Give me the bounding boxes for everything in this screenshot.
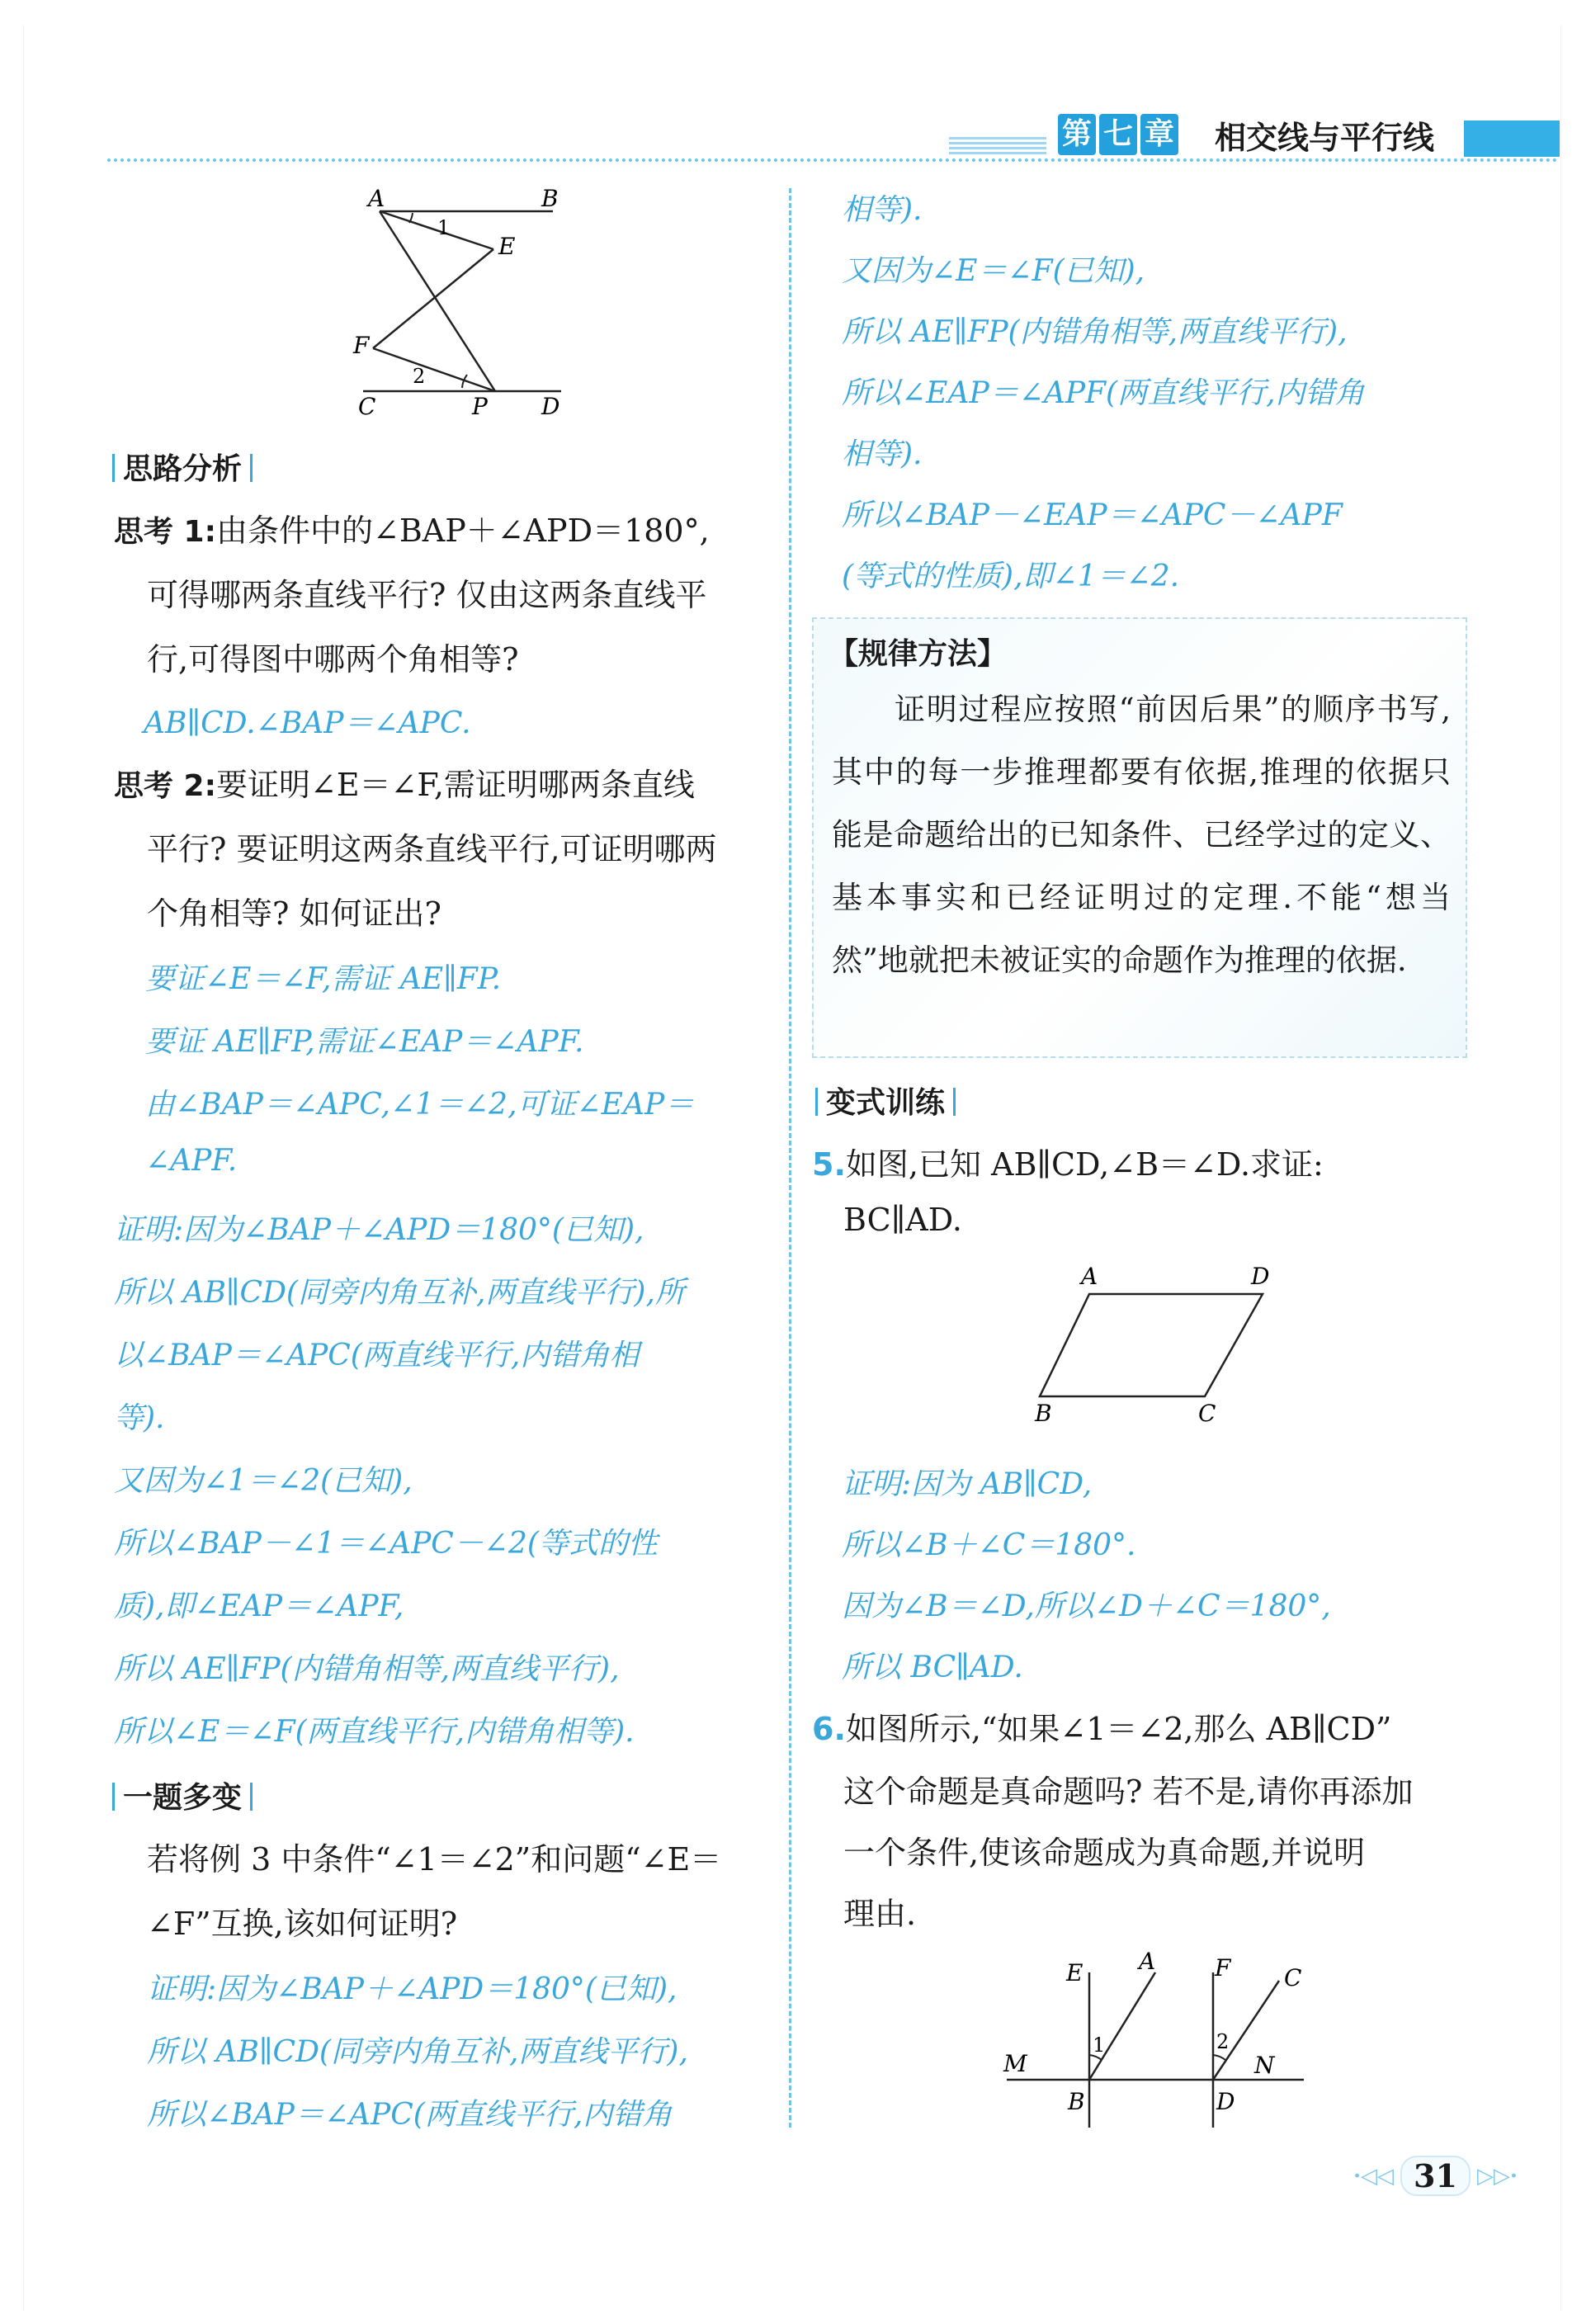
page-number-value: 31 [1400,2156,1471,2196]
page-number [1353,2156,1518,2196]
q6-line2: 这个命题是真命题吗? 若不是,请你再添加 [843,1774,1414,1810]
figure-1-diagram [347,183,578,423]
fig1-label-D: D [541,393,560,420]
variant-answer-2: 所以 AB∥CD(同旁内角互补,两直线平行), [147,2035,688,2069]
proof-line-1: 证明:因为∠BAP＋∠APD＝180°(已知), [114,1213,644,1247]
proof-line-2: 所以 AB∥CD(同旁内角互补,两直线平行),所 [114,1276,685,1310]
proof-line-9: 所以∠E＝∠F(两直线平行,内错角相等). [114,1715,635,1749]
variant-answer-3: 所以∠BAP＝∠APC(两直线平行,内错角 [147,2098,673,2132]
q5-answer-3: 因为∠B＝∠D,所以∠D＋∠C＝180°, [842,1589,1331,1623]
chapter-char-3: 章 [1140,114,1178,155]
fig3-label-A: A [1139,1948,1156,1975]
chapter-badge [1058,114,1178,157]
fig3-label-E: E [1066,1959,1083,1986]
fig3-label-C: C [1284,1964,1302,1991]
fig1-label-F: F [353,332,370,359]
fig2-label-C: C [1198,1400,1216,1427]
cont-answer-6: 所以∠BAP－∠EAP＝∠APC－∠APF [842,498,1343,532]
think1-line3: 行,可得图中哪两个角相等? [147,641,519,678]
fig1-label-P: P [472,393,488,420]
page-number-left-dots: ·◁◁ [1353,2163,1395,2189]
cont-answer-2: 又因为∠E＝∠F(已知), [842,254,1145,288]
q5-line1: 5.如图,已知 AB∥CD,∠B＝∠D.求证: [812,1146,1324,1183]
header-bar [1464,120,1560,157]
chapter-char-1: 第 [1058,114,1096,155]
proof-line-8: 所以 AE∥FP(内错角相等,两直线平行), [114,1652,620,1686]
cont-answer-5: 相等). [842,437,923,471]
think1-line2: 可得哪两条直线平行? 仅由这两条直线平 [147,577,707,613]
column-divider [789,188,791,2128]
think1-answer: AB∥CD.∠BAP＝∠APC. [144,706,471,740]
fig1-label-A: A [368,185,385,212]
analysis-answer-2: 要证 AE∥FP,需证∠EAP＝∠APF. [145,1025,584,1059]
q6-line4: 理由. [843,1896,917,1932]
fig2-label-B: B [1035,1400,1052,1427]
think2-line3: 个角相等? 如何证出? [147,895,441,932]
q5-answer-4: 所以 BC∥AD. [842,1651,1023,1684]
figure-3-diagram [990,1939,1320,2129]
q5-answer-2: 所以∠B＋∠C＝180°. [842,1528,1136,1562]
method-title: 【规律方法】 [829,637,1008,671]
fig2-label-A: A [1081,1263,1098,1290]
analysis-heading: 思路分析 [112,446,253,488]
variant-line1: 若将例 3 中条件“∠1＝∠2”和问题“∠E＝ [147,1841,722,1878]
method-text: 证明过程应按照“前因后果”的顺序书写,其中的每一步推理都要有依据,推理的依据只能是命题给出的已知条件、已经学过的定义、基本事实和已经证明过的定理.不能“想当然”地就把未被证实的命题作为推理的依据. [832,692,1451,978]
fig3-label-D: D [1216,2088,1235,2115]
q5-line2: BC∥AD. [843,1202,962,1238]
proof-line-5: 又因为∠1＝∠2(已知), [114,1464,413,1498]
chapter-title: 相交线与平行线 [1215,120,1435,156]
variant-heading: 一题多变 [112,1774,253,1816]
method-box [812,617,1467,1058]
training-heading: 变式训练 [815,1079,956,1122]
fig3-label-F: F [1215,1954,1231,1982]
proof-line-6: 所以∠BAP－∠1＝∠APC－∠2(等式的性 [114,1527,658,1561]
fig3-label-1: 1 [1093,2034,1106,2057]
chapter-char-2: 七 [1099,114,1137,155]
q6-line1: 6.如图所示,“如果∠1＝∠2,那么 AB∥CD” [812,1711,1392,1747]
fig1-label-2: 2 [413,365,426,388]
proof-line-3: 以∠BAP＝∠APC(两直线平行,内错角相 [114,1339,640,1372]
analysis-answer-4: ∠APF. [145,1144,238,1178]
cont-answer-3: 所以 AE∥FP(内错角相等,两直线平行), [842,315,1348,349]
fig1-label-1: 1 [437,216,451,239]
page-number-right-dots: ▷▷· [1476,2163,1518,2189]
figure-2-parallelogram [1023,1254,1287,1428]
fig3-label-N: N [1254,2052,1275,2079]
variant-answer-1: 证明:因为∠BAP＋∠APD＝180°(已知), [147,1972,677,2006]
proof-line-4: 等). [114,1401,165,1435]
cont-answer-7: (等式的性质),即∠1＝∠2. [842,560,1180,593]
header-stripes [949,137,1046,155]
analysis-answer-3: 由∠BAP＝∠APC,∠1＝∠2,可证∠EAP＝ [145,1088,695,1122]
fig1-label-E: E [498,233,516,260]
fig3-label-M: M [1003,2050,1027,2077]
think2-line2: 平行? 要证明这两条直线平行,可证明哪两 [147,831,717,867]
fig3-label-2: 2 [1216,2030,1230,2053]
q6-line3: 一个条件,使该命题成为真命题,并说明 [843,1835,1366,1871]
fig3-label-B: B [1068,2088,1085,2115]
fig1-label-C: C [358,393,376,420]
proof-line-7: 质),即∠EAP＝∠APF, [114,1589,404,1623]
cont-answer-4: 所以∠EAP＝∠APF(两直线平行,内错角 [842,376,1365,410]
q5-answer-1: 证明:因为 AB∥CD, [842,1467,1093,1501]
fig2-label-D: D [1251,1263,1270,1290]
analysis-answer-1: 要证∠E＝∠F,需证 AE∥FP. [145,962,502,996]
think2-line1: 思考 2:要证明∠E＝∠F,需证明哪两条直线 [114,767,695,803]
think1-line1: 思考 1:由条件中的∠BAP＋∠APD＝180°, [114,513,710,549]
cont-answer-1: 相等). [842,193,923,227]
header-rule [107,158,1558,162]
fig1-label-B: B [541,185,559,212]
variant-line2: ∠F”互换,该如何证明? [147,1906,458,1942]
